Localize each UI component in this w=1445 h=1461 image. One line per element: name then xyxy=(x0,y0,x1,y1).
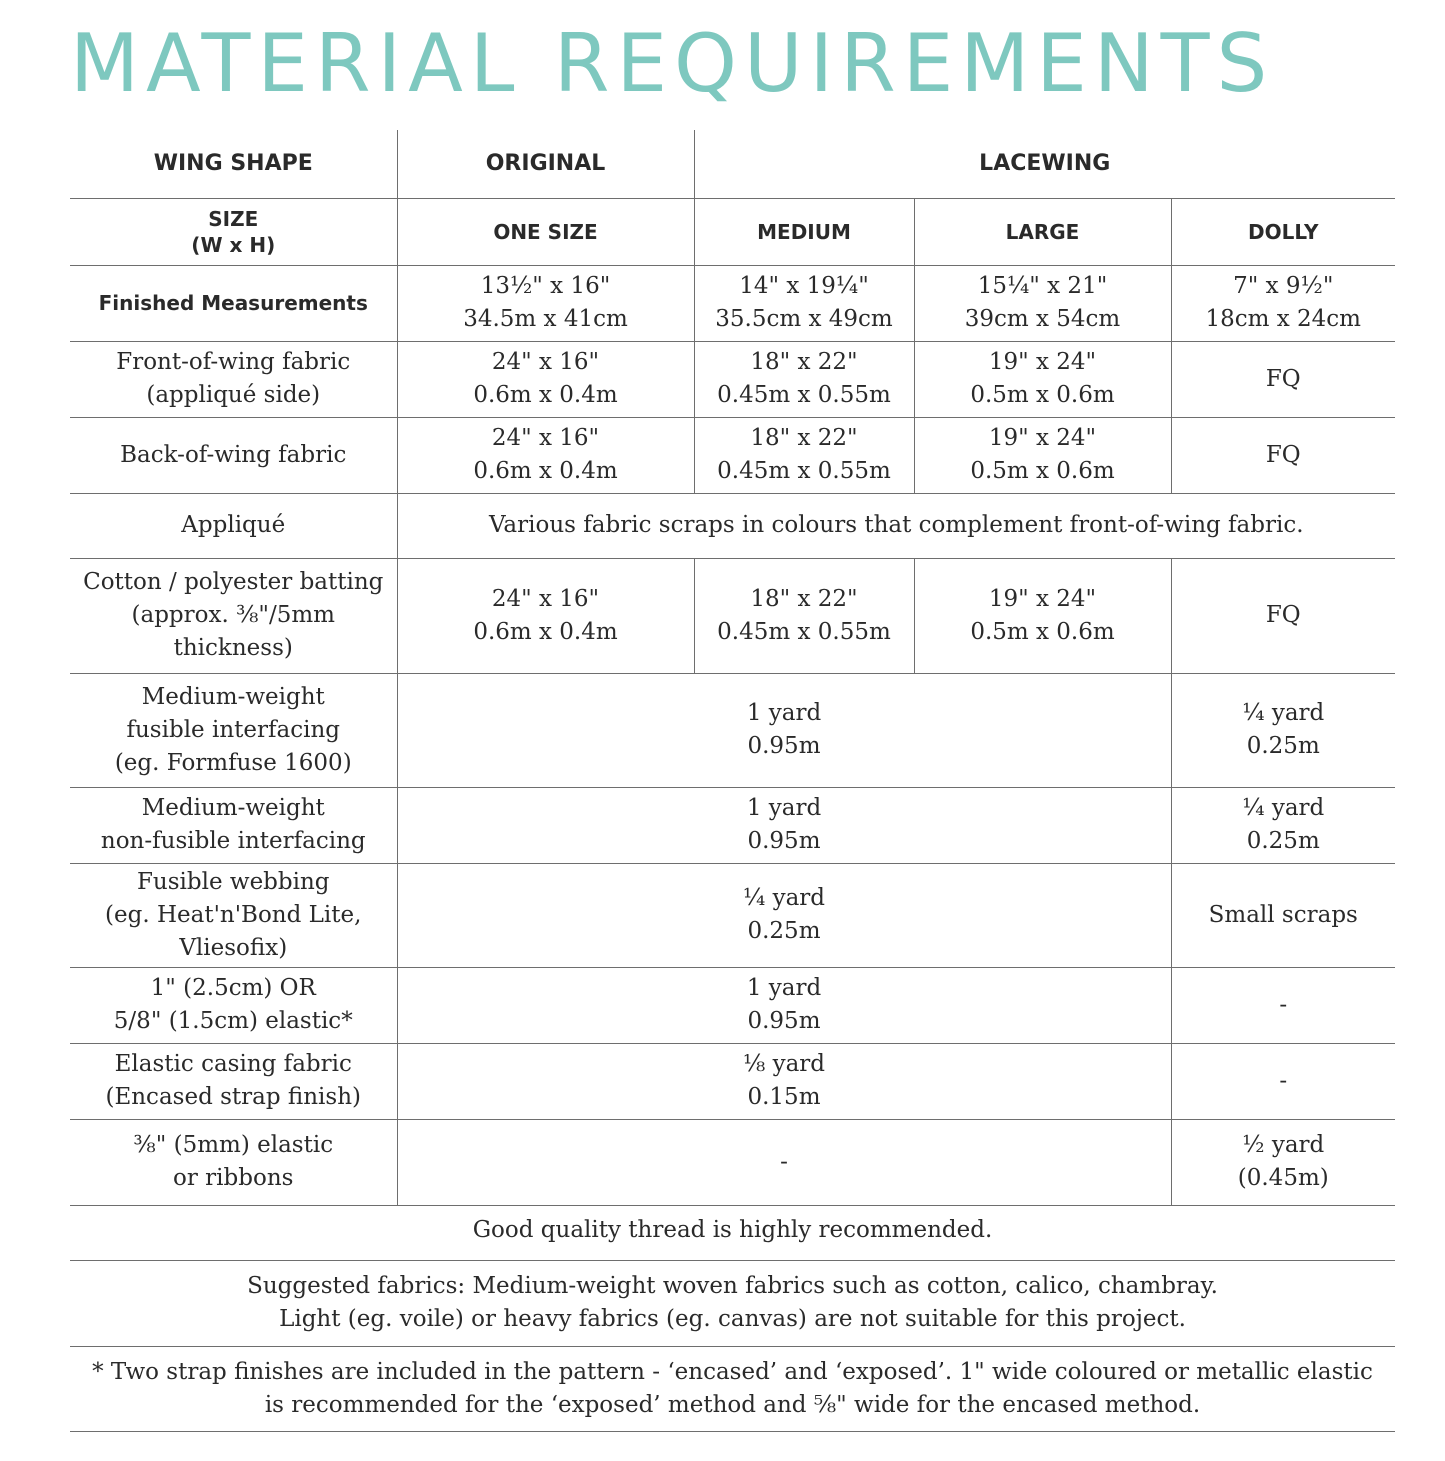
header-lacewing: LACEWING xyxy=(694,130,1395,198)
row-back-of-wing xyxy=(70,417,1395,493)
row-label: Medium-weight fusible interfacing (eg. Formfuse 1600) xyxy=(70,673,397,787)
cell-one-size: 24" x 16" 0.6m x 0.4m xyxy=(397,417,694,493)
cell-dolly: ¼ yard 0.25m xyxy=(1171,673,1395,787)
fabrics-note-line-1: Suggested fabrics: Medium-weight woven fabrics such as cotton, calico, chambray. xyxy=(247,1273,1218,1299)
header-large: LARGE xyxy=(914,198,1171,265)
row-fusible-webbing xyxy=(70,863,1395,967)
cell-one-size: 24" x 16" 0.6m x 0.4m xyxy=(397,558,694,673)
row-label: Appliqué xyxy=(70,493,397,558)
row-batting xyxy=(70,558,1395,673)
cell-dolly: - xyxy=(1171,1043,1395,1119)
cell-all-sizes: - xyxy=(397,1119,1171,1205)
header-dolly: DOLLY xyxy=(1171,198,1395,265)
cell-large: 15¼" x 21" 39cm x 54cm xyxy=(914,265,1171,341)
page-title: MATERIAL REQUIREMENTS xyxy=(70,17,1275,110)
cell-all-sizes: ¼ yard 0.25m xyxy=(397,863,1171,967)
cell-dolly: 7" x 9½" 18cm x 24cm xyxy=(1171,265,1395,341)
header-size: SIZE (W x H) xyxy=(70,198,397,265)
row-ribbons xyxy=(70,1119,1395,1205)
row-label: Elastic casing fabric (Encased strap finish) xyxy=(70,1043,397,1119)
cell-dolly: - xyxy=(1171,967,1395,1043)
cell-dolly: ½ yard (0.45m) xyxy=(1171,1119,1395,1205)
row-nonfusible-interfacing xyxy=(70,787,1395,863)
row-label: Finished Measurements xyxy=(70,265,397,341)
thread-note-text: Good quality thread is highly recommended. xyxy=(472,1217,993,1243)
cell-dolly: FQ xyxy=(1171,341,1395,417)
header-one-size: ONE SIZE xyxy=(397,198,694,265)
cell-medium: 18" x 22" 0.45m x 0.55m xyxy=(694,341,914,417)
row-label: Front-of-wing fabric (appliqué side) xyxy=(70,341,397,417)
row-label: Fusible webbing (eg. Heat'n'Bond Lite, Vliesofix) xyxy=(70,863,397,967)
row-front-of-wing xyxy=(70,341,1395,417)
cell-all-sizes: 1 yard 0.95m xyxy=(397,673,1171,787)
row-applique xyxy=(70,493,1395,558)
cell-all-sizes: 1 yard 0.95m xyxy=(397,967,1171,1043)
row-label: Cotton / polyester batting (approx. ⅜"/5mm thickness) xyxy=(70,558,397,673)
cell-medium: 14" x 19¼" 35.5cm x 49cm xyxy=(694,265,914,341)
material-requirements-table xyxy=(70,130,1395,1206)
row-label: Back-of-wing fabric xyxy=(70,417,397,493)
header-original: ORIGINAL xyxy=(397,130,694,198)
cell-all-sizes: ⅛ yard 0.15m xyxy=(397,1043,1171,1119)
cell-large: 19" x 24" 0.5m x 0.6m xyxy=(914,558,1171,673)
header-row-size xyxy=(70,198,1395,265)
thread-note xyxy=(70,1214,1395,1261)
cell-one-size: 13½" x 16" 34.5m x 41cm xyxy=(397,265,694,341)
row-finished-measurements xyxy=(70,265,1395,341)
cell-one-size: 24" x 16" 0.6m x 0.4m xyxy=(397,341,694,417)
header-wing-shape: WING SHAPE xyxy=(70,130,397,198)
fabrics-note-line-2: Light (eg. voile) or heavy fabrics (eg. canvas) are not suitable for this project. xyxy=(279,1306,1186,1332)
row-label: Medium-weight non-fusible interfacing xyxy=(70,787,397,863)
cell-large: 19" x 24" 0.5m x 0.6m xyxy=(914,417,1171,493)
row-elastic xyxy=(70,967,1395,1043)
row-label: ⅜" (5mm) elastic or ribbons xyxy=(70,1119,397,1205)
header-row-wing-shape xyxy=(70,130,1395,198)
strap-footnote-line-1: * Two strap finishes are included in the pattern - ‘encased’ and ‘exposed’. 1" wide coloured or metallic elastic xyxy=(92,1359,1373,1385)
strap-footnote xyxy=(70,1356,1395,1432)
row-elastic-casing xyxy=(70,1043,1395,1119)
cell-large: 19" x 24" 0.5m x 0.6m xyxy=(914,341,1171,417)
fabrics-note xyxy=(70,1270,1395,1347)
cell-medium: 18" x 22" 0.45m x 0.55m xyxy=(694,558,914,673)
strap-footnote-line-2: is recommended for the ‘exposed’ method and ⅝" wide for the encased method. xyxy=(264,1392,1201,1418)
row-label: 1" (2.5cm) OR 5/8" (1.5cm) elastic* xyxy=(70,967,397,1043)
cell-dolly: FQ xyxy=(1171,558,1395,673)
cell-medium: 18" x 22" 0.45m x 0.55m xyxy=(694,417,914,493)
row-fusible-interfacing xyxy=(70,673,1395,787)
cell-dolly: Small scraps xyxy=(1171,863,1395,967)
cell-dolly: ¼ yard 0.25m xyxy=(1171,787,1395,863)
cell-all-sizes: 1 yard 0.95m xyxy=(397,787,1171,863)
header-medium: MEDIUM xyxy=(694,198,914,265)
cell-applique-all: Various fabric scraps in colours that complement front-of-wing fabric. xyxy=(397,493,1395,558)
cell-dolly: FQ xyxy=(1171,417,1395,493)
